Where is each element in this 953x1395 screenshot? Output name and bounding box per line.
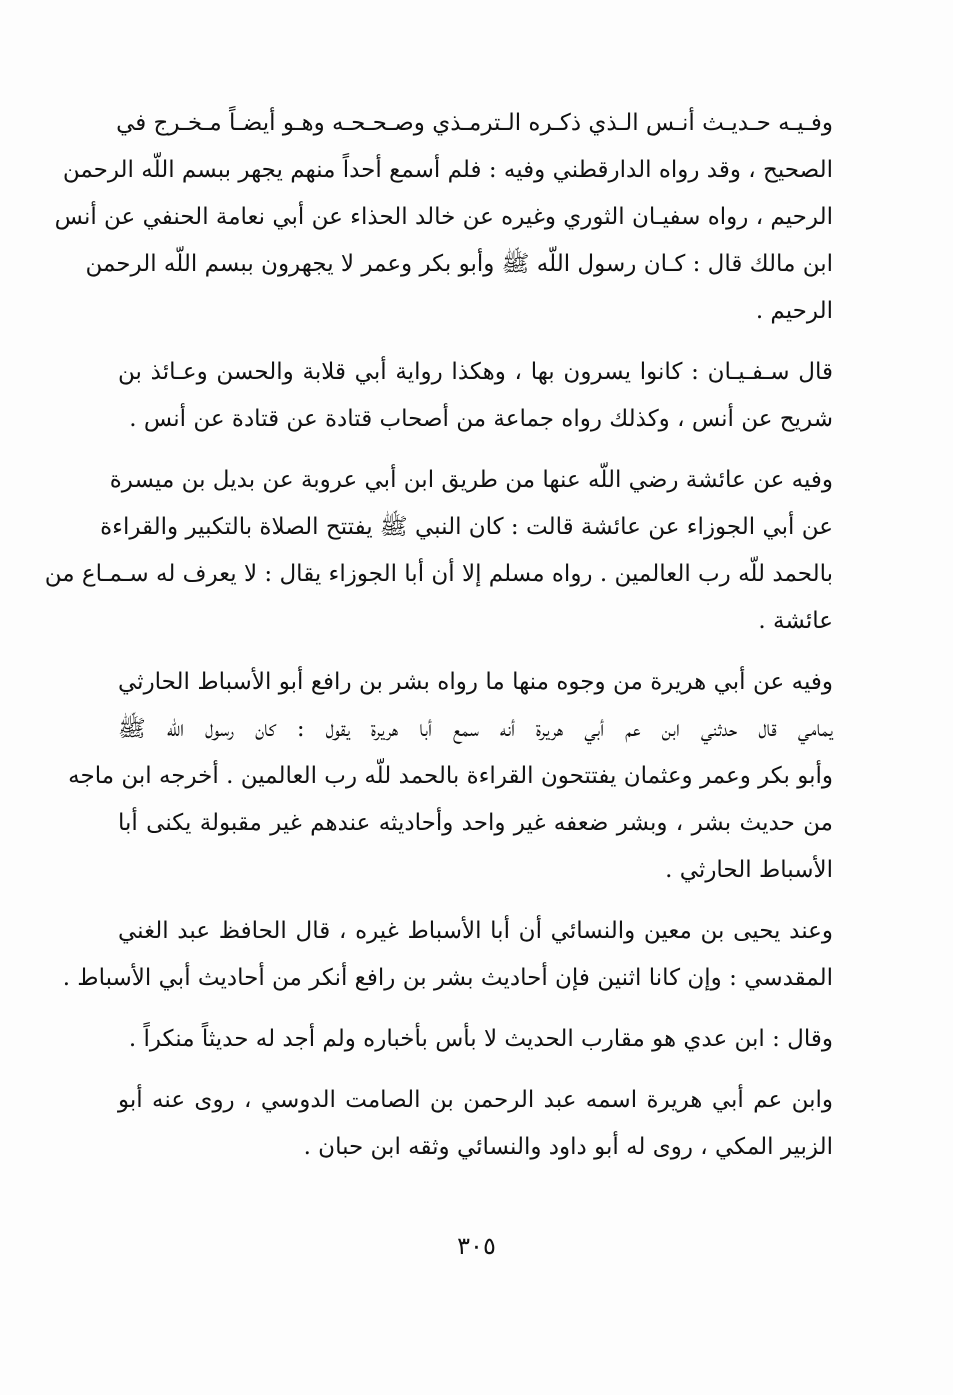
paragraph-4 <box>68 659 833 894</box>
paragraph-6 <box>118 1016 833 1063</box>
text-line: وعند يحيى بن معين والنسائي أن أبا الأسباط غيره ، قال الحافظ عبد الغني <box>118 918 833 944</box>
text-line: الزبير المكي ، روى له أبو داود والنسائي وثقه ابن حبان . <box>303 1134 833 1160</box>
text-line: ابن مالك قال : كـان رسول اللّه ﷺ وأبو بكر وعمر لا يجهرون ببسم اللّه الرحمن <box>85 251 833 277</box>
paragraph-3 <box>44 457 833 645</box>
text-line: قال سـفـيـان : كانوا يسرون بها ، وهكذا رواية أبي قلابة والحسن وعـائذ بن <box>118 359 833 385</box>
text-line: وابن عم أبي هريرة اسمه عبد الرحمن بن الصامت الدوسي ، روى عنه أبو <box>118 1087 833 1113</box>
paragraph-7 <box>118 1077 833 1171</box>
text-line: الرحيم . <box>755 298 833 324</box>
text-line: من حديث بشر ، وبشر ضعفه غير واحد وأحاديثه عندهم غير مقبولة يكنى أبا <box>118 810 833 836</box>
text-line: الرحيم ، رواه سفيـان الثوري وغيره عن خالد الحذاء عن أبي نعامة الحنفي عن أنس <box>54 204 833 230</box>
text-line: وفـيـه حـديـث أنـس الـذي ذكـره الـترمـذي وصـحـحـه وهـو أيضـاً مـخـرج في <box>116 110 833 136</box>
text-line: الأسباط الحارثي . <box>665 857 833 883</box>
paragraph-5 <box>62 908 833 1002</box>
paragraph-2 <box>118 349 833 443</box>
text-line: وأبو بكر وعمر وعثمان يفتتحون القراءة بالحمد للّه رب العالمين . أخرجه ابن ماجه <box>68 763 833 789</box>
page-number: ٣٠٥ <box>457 1232 496 1260</box>
text-line: عن أبي الجوزاء عن عائشة قالت : كان النبي ﷺ يفتتح الصلاة بالتكبير والقراءة <box>100 514 833 540</box>
text-line: عائشة . <box>758 608 833 634</box>
body-text <box>44 100 833 1185</box>
text-line: وفيه عن عائشة رضي اللّه عنها من طريق ابن أبي عروبة عن بديل بن ميسرة <box>109 467 833 493</box>
text-line: الصحيح ، وقد رواه الدارقطني وفيه : فلم أسمع أحداً منهم يجهر ببسم اللّه الرحمن <box>62 157 833 183</box>
paragraph-1 <box>54 100 833 335</box>
text-line: بالحمد للّه رب العالمين . رواه مسلم إلا أن أبا الجوزاء يقال : لا يعرف له سـمـاع من <box>44 561 833 587</box>
text-line: شريح عن أنس ، وكذلك رواه جماعة من أصحاب قتادة عن قتادة عن أنس . <box>129 406 833 432</box>
text-line: وفيه عن أبي هريرة من وجوه منها ما رواه بشر بن رافع أبو الأسباط الحارثي <box>118 669 833 695</box>
text-line: وقال : ابن عدي هو مقارب الحديث لا بأس بأخباره ولم أجد له حديثاً منكراً . <box>128 1026 833 1052</box>
text-line: يمامي قال حدثني ابن عم أبي هريرة أنه سمع أبا هريرة يقول : كان رسول اللّه ﷺ <box>118 716 833 742</box>
text-line: المقدسي : وإن كانا اثنين فإن أحاديث بشر بن رافع أنكر من أحاديث أبي الأسباط . <box>62 965 833 991</box>
